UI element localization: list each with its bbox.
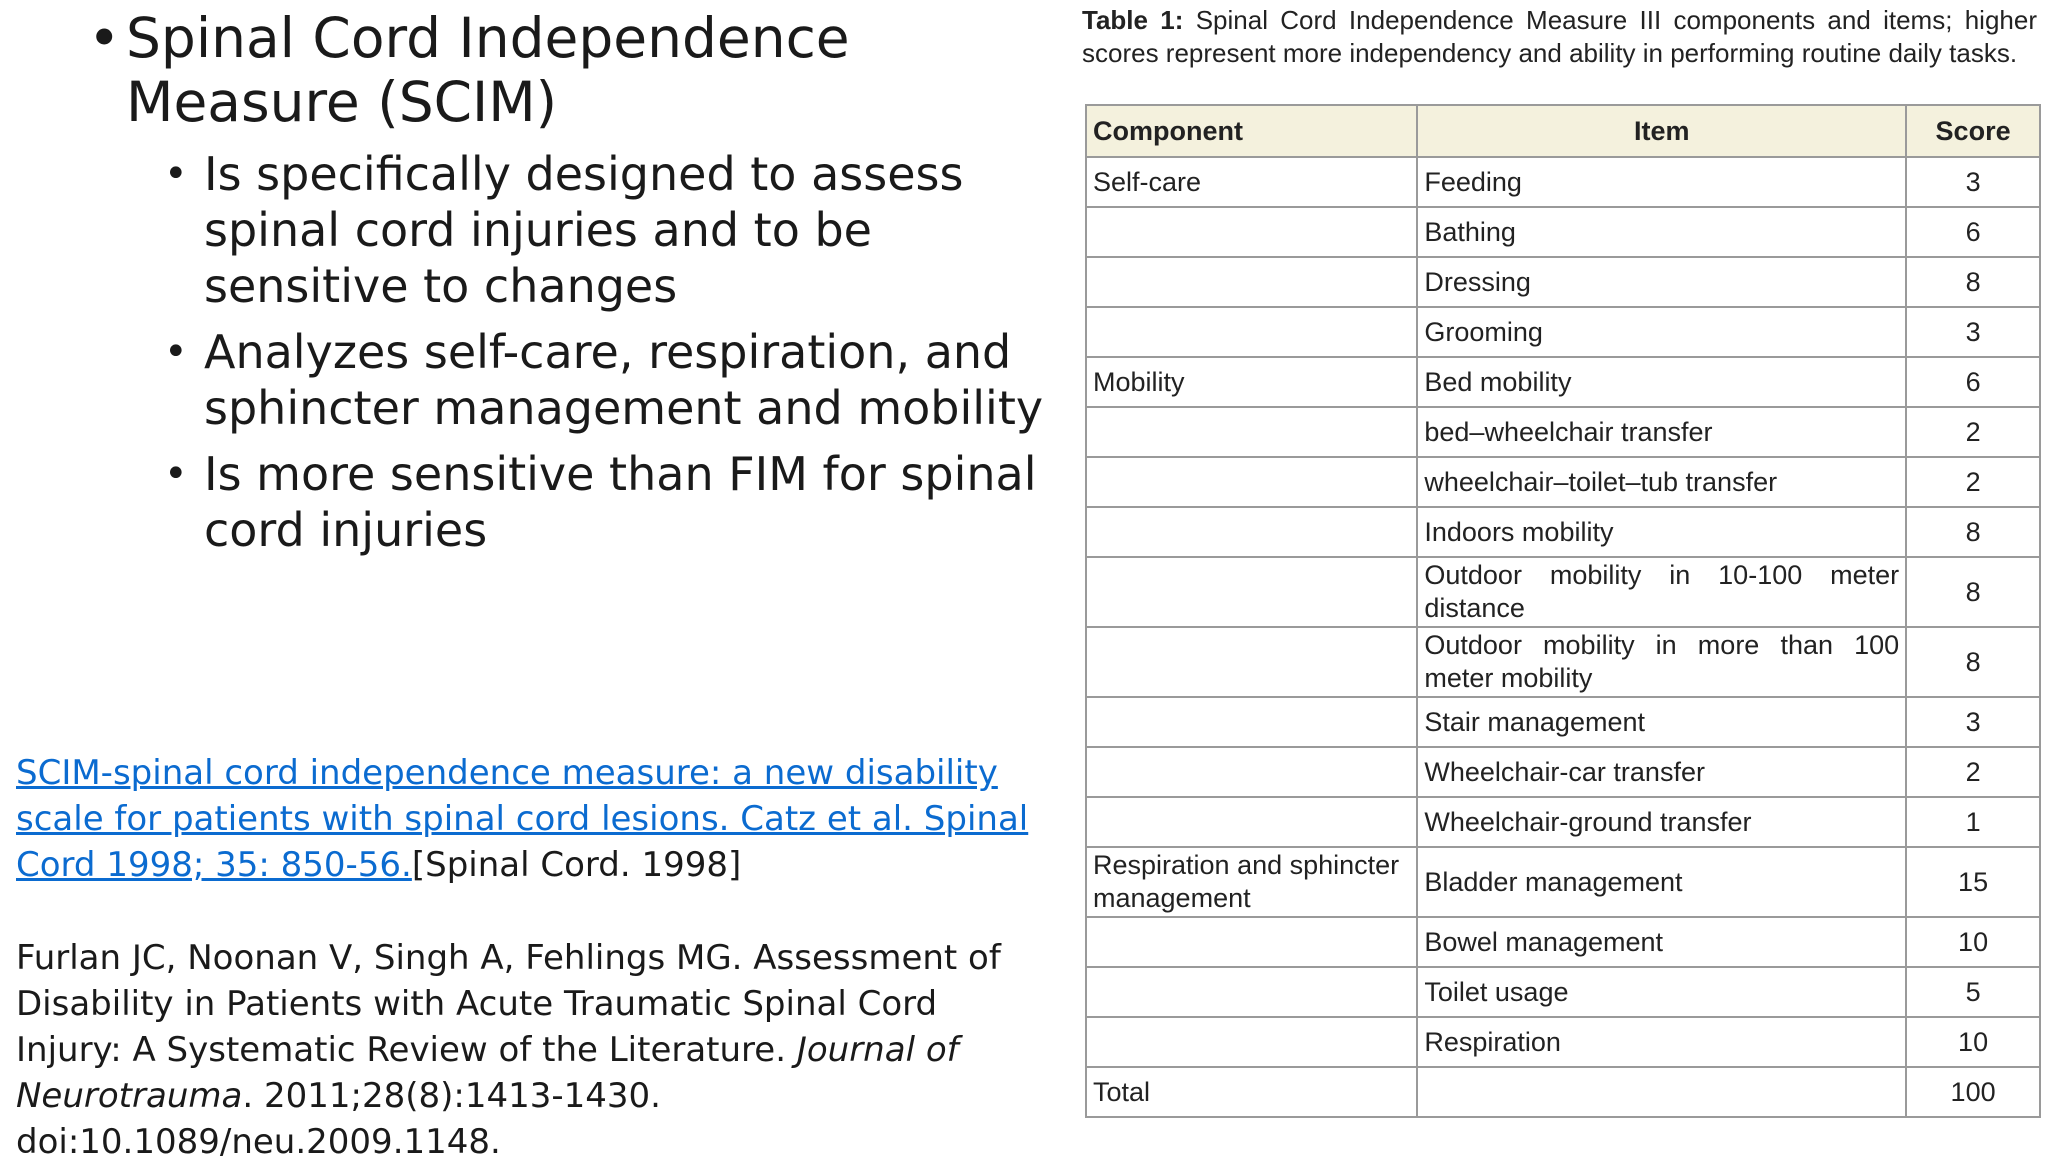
cell-score: 3 xyxy=(1906,307,2040,357)
bullet-dot: • xyxy=(88,6,121,70)
reference-journal: Journal of Neurotrauma xyxy=(16,1030,959,1116)
main-bullet xyxy=(88,6,1028,134)
reference-suffix: [Spinal Cord. 1998] xyxy=(411,845,742,885)
cell-component xyxy=(1086,207,1417,257)
cell-score: 5 xyxy=(1906,967,2040,1017)
reference-catz xyxy=(16,750,1036,888)
cell-item: Bed mobility xyxy=(1417,357,1906,407)
cell-component: Mobility xyxy=(1086,357,1417,407)
cell-component: Respiration and sphincter management xyxy=(1086,847,1417,917)
cell-item: Bladder management xyxy=(1417,847,1906,917)
cell-score: 3 xyxy=(1906,157,2040,207)
cell-item: Toilet usage xyxy=(1417,967,1906,1017)
reference-link[interactable]: SCIM-spinal cord independence measure: a new disability scale for patients with spinal cord lesions. Catz et al. Spinal Cord 1998; 35: 850-56. xyxy=(16,753,1029,885)
cell-score: 2 xyxy=(1906,407,2040,457)
cell-item xyxy=(1417,1067,1906,1117)
cell-component xyxy=(1086,1017,1417,1067)
table-row xyxy=(1086,507,2040,557)
cell-item: Grooming xyxy=(1417,307,1906,357)
slide-title: Spinal Cord Independence Measure (SCIM) xyxy=(126,6,850,134)
table-row xyxy=(1086,967,2040,1017)
cell-score: 3 xyxy=(1906,697,2040,747)
scim-table xyxy=(1085,104,2041,1118)
cell-score: 8 xyxy=(1906,557,2040,627)
table-row xyxy=(1086,627,2040,697)
reference-furlan xyxy=(16,935,1036,1165)
cell-item: Wheelchair-ground transfer xyxy=(1417,797,1906,847)
sub-bullet-text: Analyzes self-care, respiration, and sphincter management and mobility xyxy=(204,325,1044,435)
table-row xyxy=(1086,697,2040,747)
cell-component xyxy=(1086,747,1417,797)
cell-item: Bathing xyxy=(1417,207,1906,257)
cell-component xyxy=(1086,627,1417,697)
table-total-row xyxy=(1086,1067,2040,1117)
cell-item: bed–wheelchair transfer xyxy=(1417,407,1906,457)
cell-component xyxy=(1086,557,1417,627)
cell-item: Wheelchair-car transfer xyxy=(1417,747,1906,797)
header-item: Item xyxy=(1417,105,1906,157)
sub-bullet xyxy=(164,446,1044,558)
cell-item: Stair management xyxy=(1417,697,1906,747)
cell-component: Self-care xyxy=(1086,157,1417,207)
cell-score: 1 xyxy=(1906,797,2040,847)
cell-component xyxy=(1086,457,1417,507)
cell-score: 2 xyxy=(1906,457,2040,507)
cell-item: Bowel management xyxy=(1417,917,1906,967)
cell-component xyxy=(1086,307,1417,357)
table-caption-text: Spinal Cord Independence Measure III components and items; higher scores represent more independency and ability in performing routine daily tasks. xyxy=(1082,5,2037,68)
cell-score: 6 xyxy=(1906,207,2040,257)
cell-component xyxy=(1086,797,1417,847)
cell-item: Respiration xyxy=(1417,1017,1906,1067)
table-row xyxy=(1086,357,2040,407)
table-row xyxy=(1086,207,2040,257)
cell-component xyxy=(1086,257,1417,307)
header-component: Component xyxy=(1086,105,1417,157)
cell-item: Outdoor mobility in 10-100 meter distance xyxy=(1417,557,1906,627)
cell-score: 100 xyxy=(1906,1067,2040,1117)
cell-item: Outdoor mobility in more than 100 meter mobility xyxy=(1417,627,1906,697)
cell-component xyxy=(1086,507,1417,557)
table-row xyxy=(1086,797,2040,847)
cell-score: 8 xyxy=(1906,627,2040,697)
sub-bullet-text: Is specifically designed to assess spinal cord injuries and to be sensitive to changes xyxy=(204,147,964,313)
cell-score: 15 xyxy=(1906,847,2040,917)
table-row xyxy=(1086,917,2040,967)
table-header-row xyxy=(1086,105,2040,157)
reference-citation: . 2011;28(8):1413-1430. doi:10.1089/neu.2009.1148. xyxy=(16,1076,661,1162)
cell-score: 10 xyxy=(1906,1017,2040,1067)
cell-component xyxy=(1086,917,1417,967)
table-row xyxy=(1086,847,2040,917)
sub-bullet xyxy=(164,146,1044,314)
cell-item: Dressing xyxy=(1417,257,1906,307)
cell-item: Feeding xyxy=(1417,157,1906,207)
table-row xyxy=(1086,457,2040,507)
table-caption xyxy=(1082,4,2037,70)
sub-bullet-list xyxy=(164,146,1044,568)
cell-component xyxy=(1086,407,1417,457)
bullet-dot: • xyxy=(164,451,188,497)
table-caption-label: Table 1: xyxy=(1082,5,1184,35)
cell-score: 8 xyxy=(1906,257,2040,307)
table-row xyxy=(1086,1017,2040,1067)
cell-score: 8 xyxy=(1906,507,2040,557)
reference-authors-title: Furlan JC, Noonan V, Singh A, Fehlings MG. Assessment of Disability in Patients with Acute Traumatic Spinal Cord Injury: A Systematic Review of the Literature. xyxy=(16,938,1001,1070)
cell-score: 2 xyxy=(1906,747,2040,797)
cell-item: Indoors mobility xyxy=(1417,507,1906,557)
table-row xyxy=(1086,157,2040,207)
table-row xyxy=(1086,257,2040,307)
table-row xyxy=(1086,747,2040,797)
table-row xyxy=(1086,307,2040,357)
cell-score: 10 xyxy=(1906,917,2040,967)
cell-component xyxy=(1086,697,1417,747)
sub-bullet-text: Is more sensitive than FIM for spinal cord injuries xyxy=(204,447,1037,557)
table-row xyxy=(1086,557,2040,627)
cell-component: Total xyxy=(1086,1067,1417,1117)
cell-score: 6 xyxy=(1906,357,2040,407)
cell-item: wheelchair–toilet–tub transfer xyxy=(1417,457,1906,507)
bullet-dot: • xyxy=(164,329,188,375)
table-row xyxy=(1086,407,2040,457)
sub-bullet xyxy=(164,324,1044,436)
bullet-dot: • xyxy=(164,151,188,197)
header-score: Score xyxy=(1906,105,2040,157)
cell-component xyxy=(1086,967,1417,1017)
